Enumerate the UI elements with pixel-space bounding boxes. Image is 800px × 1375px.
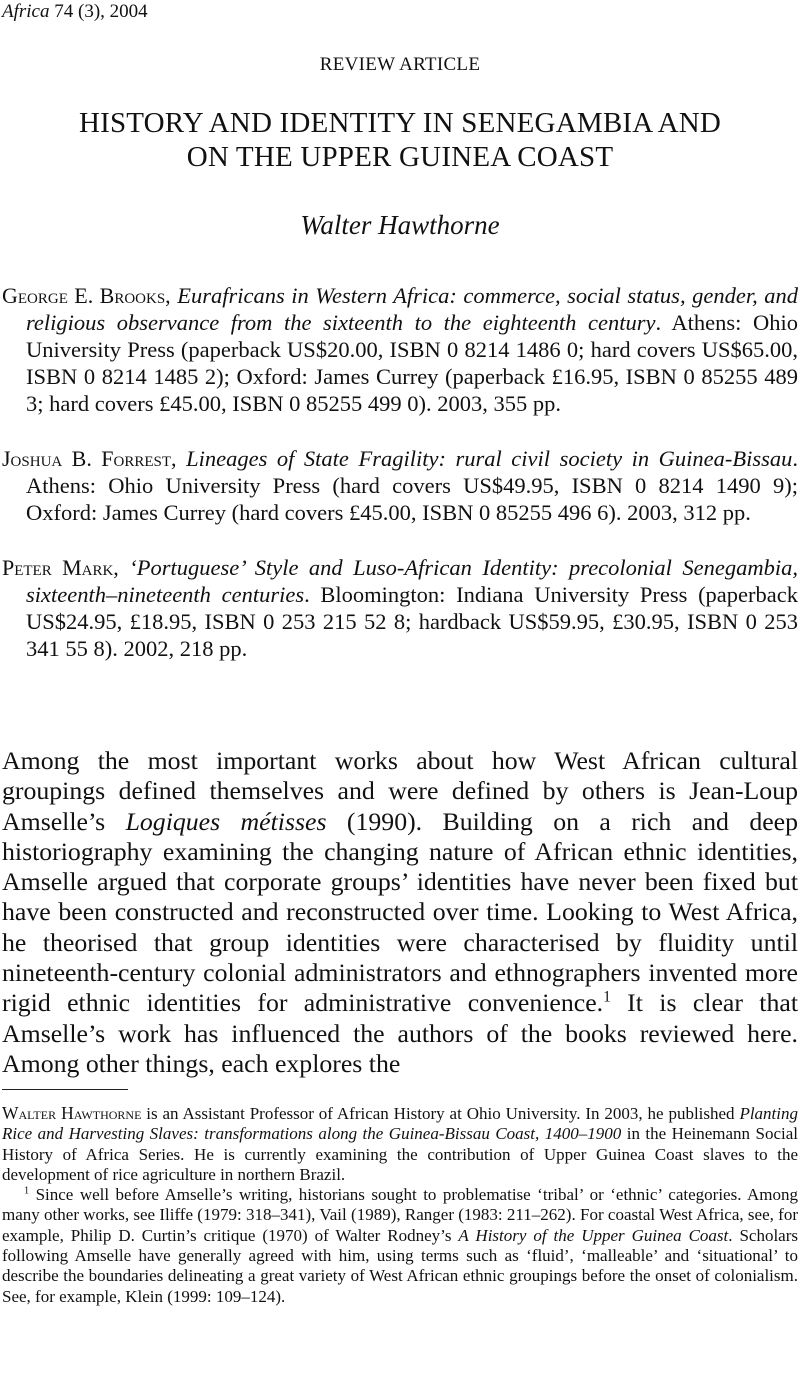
body-text-segment: Among the most important works about how West African cultural groupings defined themselves and were defined by others is Jean-Loup Amselle’s [2,746,798,836]
body-italic-title: Logiques métisses [125,806,327,836]
reviewed-book-entry [2,282,798,417]
footnote-reference[interactable]: 1 [603,988,611,1006]
reviewed-book-title: ‘Portuguese’ Style and Luso-African Identity: precolonial Senegambia, sixteenth–nineteenth centuries [26,555,798,607]
article-author: Walter Hawthorne [300,210,500,240]
running-head [2,0,148,24]
reviewed-book-author: Joshua B. Forrest, [2,446,177,471]
body-text-segment: It is clear that Amselle’s work has influenced the authors of the books reviewed here. Among other things, each explores the [2,988,798,1078]
footnote-divider [2,1089,128,1090]
reviewed-book-details: . Athens: Ohio University Press (hard covers US$49.95, ISBN 0 8214 1490 9); Oxford: James Currey (hard covers £45.00, ISBN 0 85255 496 6). 2003, 312 pp. [26,446,799,525]
reviewed-book-title: Eurafricans in Western Africa: commerce, social status, gender, and religious observance from the sixteenth to the eighteenth century [26,283,799,335]
journal-issue: 74 (3), 2004 [54,1,148,22]
article-type-label: REVIEW ARTICLE [319,54,481,75]
bio-text-segment: is an Assistant Professor of African History at Ohio University. In 2003, he published [141,1104,740,1123]
footnote-1 [2,1185,798,1307]
footnote-book-title: A History of the Upper Guinea Coast [458,1225,729,1245]
reviewed-book-author: George E. Brooks, [2,283,171,308]
footnote-text-segment: Since well before Amselle’s writing, historians sought to problematise ‘tribal’ or ‘ethnic’ categories. Among many other works, see Iliffe (1979: 318–341), Vail (1989), Ranger (1983: 211–262). For coastal West Africa, see, for example, Philip D. Curtin’s critique (1970) of Walter Rodney’s [2,1185,798,1245]
body-paragraph [2,746,798,1079]
body-text-segment: (1990). Building on a rich and deep historiography examining the changing nature of African ethnic identities, Amselle argued that corporate groups’ identities have never been fixed but have been constructed and reconstructed over time. Looking to West Africa, he theorised that group identities were characterised by fluidity until nineteenth-century colonial administrators and ethnographers invented more rigid ethnic identities for administrative convenience. [2,806,799,1018]
reviewed-book-details: . Bloomington: Indiana University Press (paperback US$24.95, £18.95, ISBN 0 253 215 52 8; hardback US$59.95, £30.95, ISBN 0 253 341 55 8). 2002, 218 pp. [26,582,798,661]
author-bio-note [2,1103,798,1185]
footnote-number: 1 [24,1185,30,1197]
footnote-text-segment: . Scholars following Amselle have generally agreed with him, using terms such as ‘fluid’, ‘malleable’ and ‘situational’ to describe the boundaries delineating a great variety of West African ethnic groupings before the onset of colonialism. See, for example, Klein (1999: 109–124). [2,1225,798,1306]
article-title-line-1: HISTORY AND IDENTITY IN SENEGAMBIA AND [78,107,722,139]
reviewed-book-author: Peter Mark, [2,555,119,580]
article-title-line-2: ON THE UPPER GUINEA COAST [186,141,614,173]
footnotes-section [2,1103,798,1307]
reviewed-book-entry [2,445,798,526]
reviewed-book-entry [2,554,798,662]
bio-book-title: Planting Rice and Harvesting Slaves: transformations along the Guinea-Bissau Coast, 1400–1900 [2,1104,798,1144]
reviewed-book-title: Lineages of State Fragility: rural civil society in Guinea-Bissau [186,446,793,471]
journal-name: Africa [2,1,50,22]
article-title [0,106,800,174]
bio-text-segment: in the Heinemann Social History of Africa Series. He is currently examining the contribution of Upper Guinea Coast slaves to the development of rice agriculture in northern Brazil. [2,1124,799,1184]
bio-author-name: Walter Hawthorne [2,1103,142,1123]
reviewed-book-details: . Athens: Ohio University Press (paperback US$20.00, ISBN 0 8214 1486 0; hard covers US$65.00, ISBN 0 8214 1485 2); Oxford: James Currey (paperback £16.95, ISBN 0 85255 489 3; hard covers £45.00, ISBN 0 85255 499 0). 2003, 355 pp. [26,310,798,416]
reviewed-books-list [2,282,798,690]
